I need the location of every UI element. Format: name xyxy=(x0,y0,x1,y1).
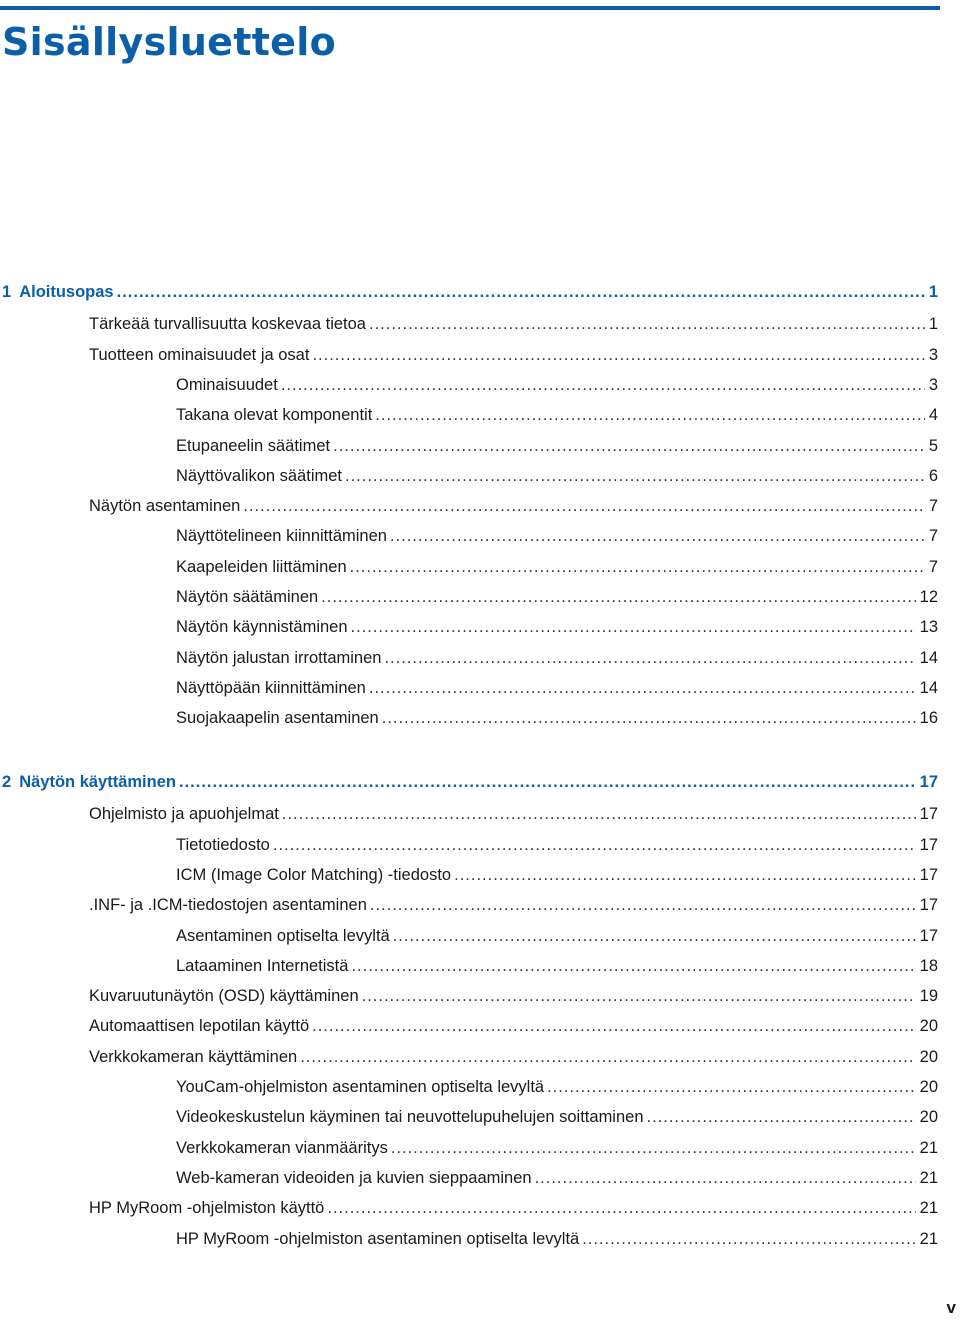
entry-title: Verkkokameran käyttäminen xyxy=(89,1047,298,1066)
toc-entry[interactable] xyxy=(176,863,938,887)
toc-page-number: 3 xyxy=(928,345,938,364)
toc-entry[interactable] xyxy=(176,1136,938,1160)
toc-entry-label xyxy=(89,1014,312,1038)
toc-entry[interactable] xyxy=(176,585,938,609)
toc-entry[interactable] xyxy=(176,954,938,978)
entry-title: YouCam-ohjelmiston asentaminen optiselta levyltä xyxy=(176,1078,545,1096)
dot-leader xyxy=(369,676,916,700)
dot-leader xyxy=(369,312,925,336)
toc-entry[interactable] xyxy=(89,312,938,336)
toc-page-number: 20 xyxy=(919,1078,938,1096)
dot-leader xyxy=(312,343,924,367)
dot-leader xyxy=(362,984,916,1008)
toc-page-number: 21 xyxy=(919,1168,938,1187)
dot-leader xyxy=(351,954,915,978)
toc-entry-label xyxy=(176,615,351,639)
toc-entry[interactable] xyxy=(176,373,938,397)
dot-leader xyxy=(273,833,916,857)
entry-title: Tietotiedosto xyxy=(176,835,270,854)
toc-entry-label xyxy=(176,646,384,670)
dot-leader xyxy=(345,464,925,488)
dot-leader xyxy=(382,706,916,730)
entry-title: Takana olevat komponentit xyxy=(176,406,373,425)
toc-page-number: 17 xyxy=(919,865,938,884)
entry-title: Näyttöpään kiinnittäminen xyxy=(176,678,366,697)
toc-entry-label xyxy=(89,1045,300,1069)
toc-entry[interactable] xyxy=(89,1196,938,1220)
entry-title: Verkkokameran vianmääritys xyxy=(176,1138,388,1157)
entry-title: Näytön jalustan irrottaminen xyxy=(176,648,382,667)
toc-entry[interactable] xyxy=(89,1045,938,1069)
dot-leader xyxy=(333,434,925,458)
toc-entry-label xyxy=(89,1196,327,1220)
entry-title: .INF- ja .ICM-tiedostojen asentaminen xyxy=(89,896,367,915)
toc-page-number: 5 xyxy=(928,436,938,455)
toc-entry-label xyxy=(176,1105,647,1129)
entry-title: Näytön asentaminen xyxy=(89,497,241,516)
toc-page-number: 16 xyxy=(919,709,938,728)
toc-entry[interactable] xyxy=(176,555,938,579)
entry-title: HP MyRoom -ohjelmiston asentaminen optiselta levyltä xyxy=(176,1229,580,1248)
toc-entry[interactable] xyxy=(89,802,938,826)
toc-entry[interactable] xyxy=(176,1227,938,1251)
toc-entry-label xyxy=(89,312,369,336)
toc-page-number: 7 xyxy=(928,497,938,516)
dot-leader xyxy=(350,555,925,579)
toc-entry[interactable] xyxy=(176,1075,938,1099)
toc-entry[interactable] xyxy=(89,893,938,917)
dot-leader xyxy=(351,615,916,639)
toc-entry[interactable] xyxy=(176,924,938,948)
toc-page-number: 17 xyxy=(919,896,938,915)
toc-page-number: 21 xyxy=(919,1199,938,1218)
toc-entry-label xyxy=(89,893,370,917)
dot-leader xyxy=(547,1075,916,1099)
toc-entry[interactable] xyxy=(176,1166,938,1190)
toc-entry[interactable] xyxy=(176,676,938,700)
entry-title: Näyttötelineen kiinnittäminen xyxy=(176,527,387,546)
toc-entry[interactable] xyxy=(89,984,938,1008)
entry-title: Videokeskustelun käyminen tai neuvottelupuhelujen soittaminen xyxy=(176,1108,644,1127)
entry-title: Ohjelmisto ja apuohjelmat xyxy=(89,805,279,824)
chapter-title: Aloitusopas xyxy=(19,283,114,301)
toc-entry-label xyxy=(176,373,281,397)
toc-entry-label xyxy=(176,555,350,579)
dot-leader xyxy=(647,1105,916,1129)
toc-page-number: 1 xyxy=(928,283,938,301)
dot-leader xyxy=(393,924,916,948)
entry-title: Kaapeleiden liittäminen xyxy=(176,557,347,576)
toc-entry-label xyxy=(176,954,351,978)
toc-chapter[interactable] xyxy=(2,280,938,304)
dot-leader xyxy=(282,802,916,826)
dot-leader xyxy=(582,1227,915,1251)
toc-entry[interactable] xyxy=(89,494,938,518)
toc-entry-label xyxy=(89,984,362,1008)
toc-entry-label xyxy=(89,343,312,367)
toc-chapter[interactable] xyxy=(2,770,938,794)
toc-page-number: 14 xyxy=(919,648,938,667)
toc-page-number: 20 xyxy=(919,1047,938,1066)
chapter-number: 2 xyxy=(2,773,12,791)
dot-leader xyxy=(321,585,915,609)
toc-page-number: 4 xyxy=(928,406,938,425)
toc-page-number: 6 xyxy=(928,466,938,485)
toc-entry-label xyxy=(176,706,382,730)
toc-entry-label xyxy=(89,802,282,826)
toc-page-number: 7 xyxy=(928,527,938,546)
toc-entry-label xyxy=(89,494,243,518)
entry-title: Näytön käynnistäminen xyxy=(176,618,348,637)
entry-title: ICM (Image Color Matching) -tiedosto xyxy=(176,865,452,884)
toc-entry[interactable] xyxy=(176,524,938,548)
toc-entry[interactable] xyxy=(176,1105,938,1129)
toc-entry-label xyxy=(176,585,321,609)
toc-entry-label xyxy=(176,464,345,488)
toc-page-number: 21 xyxy=(919,1138,938,1157)
entry-title: Näytön säätäminen xyxy=(176,588,319,606)
chapter-title: Näytön käyttäminen xyxy=(19,773,176,791)
toc-entry-label xyxy=(2,770,179,794)
toc-page-number: 17 xyxy=(919,773,938,791)
toc-entry-label xyxy=(176,676,369,700)
toc-entry-label xyxy=(176,403,375,427)
entry-title: Ominaisuudet xyxy=(176,375,278,394)
toc-entry[interactable] xyxy=(176,615,938,639)
dot-leader xyxy=(370,893,916,917)
dot-leader xyxy=(391,1136,916,1160)
toc-entry[interactable] xyxy=(89,1014,938,1038)
dot-leader xyxy=(179,770,916,794)
toc-page-number: 1 xyxy=(928,315,938,334)
toc-entry-label xyxy=(176,1075,547,1099)
toc-page-number: 13 xyxy=(919,618,938,637)
toc-entry-label xyxy=(176,863,454,887)
toc-entry[interactable] xyxy=(176,706,938,730)
toc-page-number: 20 xyxy=(919,1017,938,1036)
toc-page-number: 17 xyxy=(919,805,938,824)
dot-leader xyxy=(243,494,924,518)
toc-page-number: 3 xyxy=(928,375,938,394)
toc-entry-label xyxy=(176,1166,535,1190)
toc-entry-label xyxy=(176,924,393,948)
dot-leader xyxy=(281,373,925,397)
entry-title: Kuvaruutunäytön (OSD) käyttäminen xyxy=(89,987,359,1006)
dot-leader xyxy=(117,280,925,304)
dot-leader xyxy=(390,524,925,548)
toc-entry[interactable] xyxy=(176,403,938,427)
toc-entry-label xyxy=(176,1227,582,1251)
toc-entry[interactable] xyxy=(89,343,938,367)
entry-title: Web-kameran videoiden ja kuvien sieppaaminen xyxy=(176,1168,532,1187)
toc-page-number: 17 xyxy=(919,835,938,854)
toc-page-number: 20 xyxy=(919,1108,938,1127)
entry-title: Lataaminen Internetistä xyxy=(176,956,349,975)
toc-entry-label xyxy=(176,833,273,857)
dot-leader xyxy=(384,646,915,670)
toc-entry-label xyxy=(176,524,390,548)
toc-entry-label xyxy=(2,280,117,304)
dot-leader xyxy=(300,1045,915,1069)
chapter-number: 1 xyxy=(2,283,12,301)
entry-title: HP MyRoom -ohjelmiston käyttö xyxy=(89,1199,325,1218)
toc-page-number: 19 xyxy=(919,987,938,1006)
toc-page-number: 18 xyxy=(919,956,938,975)
toc-page-number: 14 xyxy=(919,678,938,697)
toc-entry-label xyxy=(176,1136,391,1160)
toc-entry[interactable] xyxy=(176,646,938,670)
page-title: Sisällysluettelo xyxy=(2,20,336,64)
dot-leader xyxy=(535,1166,916,1190)
dot-leader xyxy=(312,1014,916,1038)
page-number: v xyxy=(946,1298,956,1317)
entry-title: Näyttövalikon säätimet xyxy=(176,466,342,485)
entry-title: Suojakaapelin asentaminen xyxy=(176,709,379,728)
toc-entry[interactable] xyxy=(176,434,938,458)
toc-page-number: 12 xyxy=(919,588,938,606)
entry-title: Tärkeää turvallisuutta koskevaa tietoa xyxy=(89,315,366,334)
toc-page-number: 17 xyxy=(919,926,938,945)
entry-title: Automaattisen lepotilan käyttö xyxy=(89,1017,310,1036)
toc-page-number: 21 xyxy=(919,1229,938,1248)
entry-title: Asentaminen optiselta levyltä xyxy=(176,926,390,945)
dot-leader xyxy=(327,1196,915,1220)
entry-title: Tuotteen ominaisuudet ja osat xyxy=(89,345,310,364)
toc-entry[interactable] xyxy=(176,833,938,857)
toc-entry-label xyxy=(176,434,333,458)
toc-page-number: 7 xyxy=(928,557,938,576)
toc-entry[interactable] xyxy=(176,464,938,488)
dot-leader xyxy=(375,403,925,427)
entry-title: Etupaneelin säätimet xyxy=(176,436,331,455)
dot-leader xyxy=(454,863,916,887)
